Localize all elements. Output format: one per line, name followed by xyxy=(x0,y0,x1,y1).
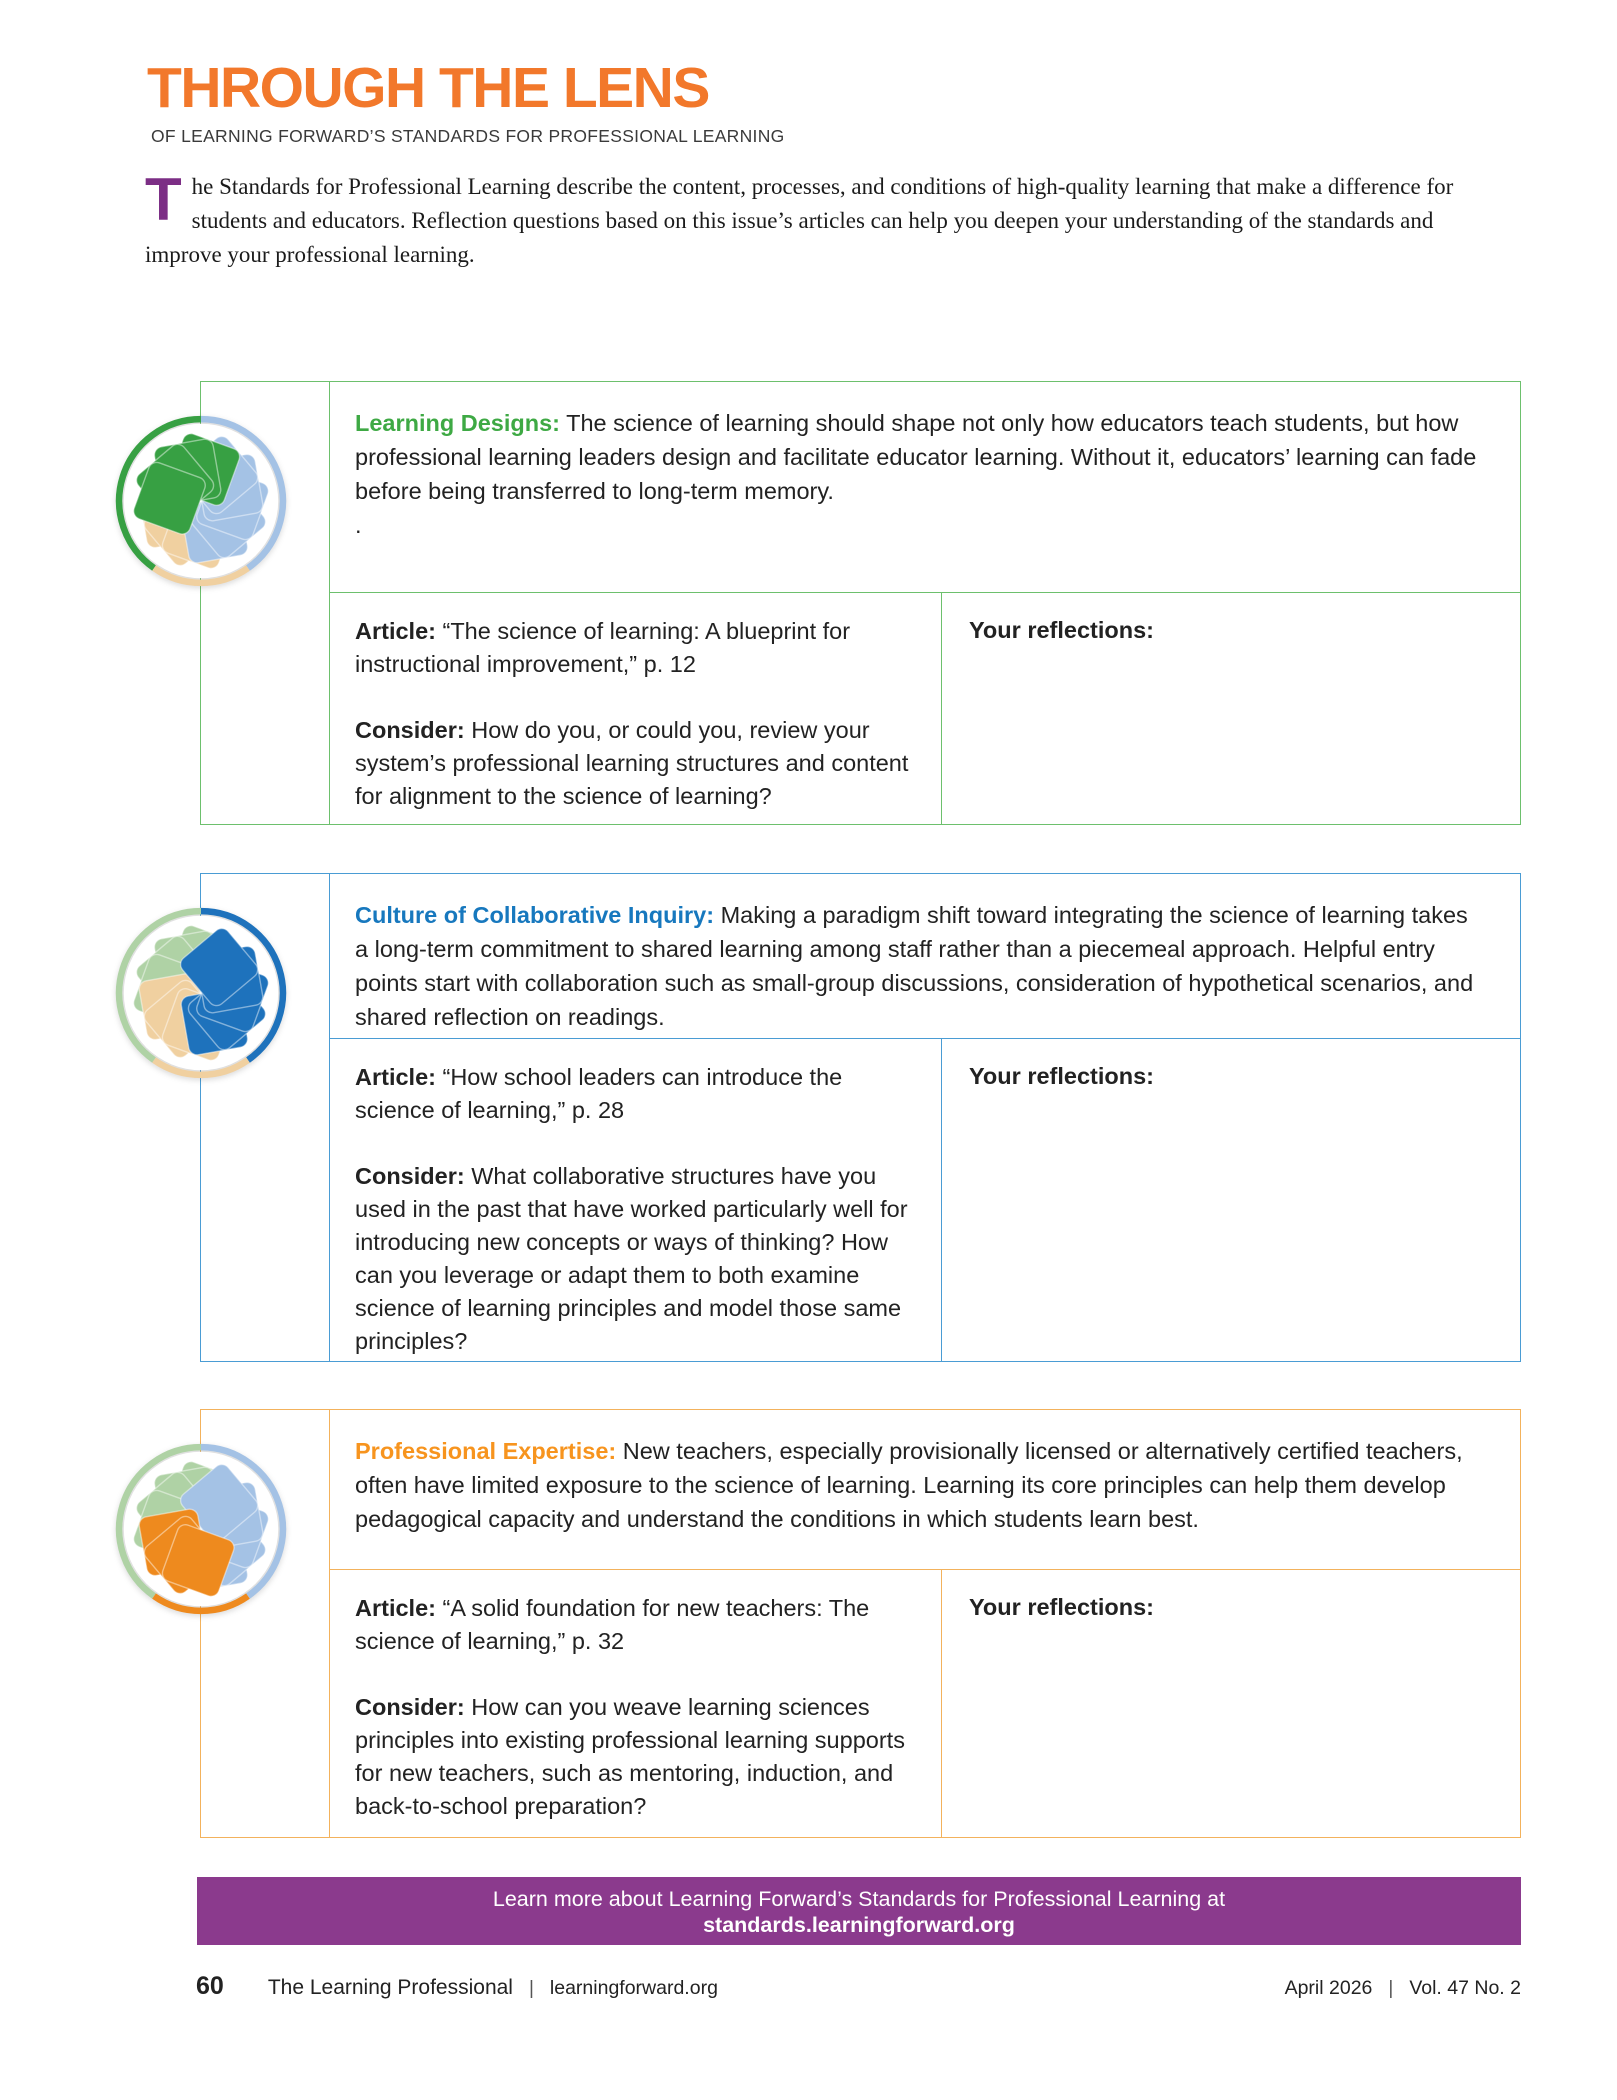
standards-wheel-logo xyxy=(108,900,294,1086)
drop-cap: T xyxy=(145,166,182,233)
article-consider-cell xyxy=(330,593,942,824)
section-description: Professional Expertise: New teachers, especially provisionally licensed or alternatively certified teachers, often have limited exposure to the science of learning. Learning its core principles can help them develop pedagogical capacity and understand the conditions in which students learn best. xyxy=(330,1410,1520,1570)
standard-name: Professional Expertise: xyxy=(355,1438,617,1464)
section-professional-expertise xyxy=(200,1409,1521,1838)
publisher-site: learningforward.org xyxy=(549,1977,718,1999)
section-description: Learning Designs: The science of learning should shape not only how educators teach students, but how professional learning leaders design and facilitate educator learning. Without it, educators’ learning can fade before being transferred to long-term memory. . xyxy=(330,382,1520,593)
article-consider-cell xyxy=(330,1570,942,1837)
issue-date: April 2026 xyxy=(1284,1977,1373,1999)
consider-question: Consider: How do you, or could you, review your system’s professional learning structures and content for alignment to the science of learning? xyxy=(355,717,909,809)
banner-url: standards.learningforward.org xyxy=(703,1913,1015,1937)
article-reference: Article: “How school leaders can introduce the science of learning,” p. 28 xyxy=(355,1064,843,1123)
consider-question: Consider: How can you weave learning sciences principles into existing professional learning supports for new teachers, such as mentoring, induction, and back-to-school preparation? xyxy=(355,1694,905,1819)
reflections-label: Your reflections: xyxy=(969,1063,1154,1089)
page-number: 60 xyxy=(196,1972,224,2000)
intro-text: he Standards for Professional Learning describe the content, processes, and conditions of high-quality learning that make a difference for students and educators. Reflection questions based on this issue’s articles can help you deepen your understanding of the standards and improve your professional learning. xyxy=(145,174,1454,267)
footer-separator: | xyxy=(528,1978,534,1999)
intro-paragraph xyxy=(145,166,1507,272)
page-subtitle: OF LEARNING FORWARD’S STANDARDS FOR PROFESSIONAL LEARNING xyxy=(151,126,785,146)
consider-question: Consider: What collaborative structures have you used in the past that have worked particularly well for introducing new concepts or ways of thinking? How can you leverage or adapt them to both examine science of learning principles and model those same principles? xyxy=(355,1163,908,1354)
reflections-cell xyxy=(942,593,1520,824)
footer-separator: | xyxy=(1388,1978,1394,1999)
page-footer xyxy=(196,1972,1521,2001)
learn-more-banner xyxy=(197,1877,1521,1945)
standards-wheel-logo xyxy=(108,408,294,594)
reflections-label: Your reflections: xyxy=(969,1594,1154,1620)
volume-number: Vol. 47 No. 2 xyxy=(1409,1977,1521,1999)
article-consider-cell xyxy=(330,1039,942,1361)
reflections-label: Your reflections: xyxy=(969,617,1154,643)
article-reference: Article: “The science of learning: A blueprint for instructional improvement,” p. 12 xyxy=(355,618,851,677)
stray-period: . xyxy=(355,512,362,538)
standard-name: Culture of Collaborative Inquiry: xyxy=(355,902,715,928)
standard-name: Learning Designs: xyxy=(355,410,561,436)
article-reference: Article: “A solid foundation for new teachers: The science of learning,” p. 32 xyxy=(355,1595,870,1654)
section-culture-of-collaborative-inquiry xyxy=(200,873,1521,1362)
banner-text: Learn more about Learning Forward’s Standards for Professional Learning at xyxy=(492,1887,1226,1911)
publication-name: The Learning Professional xyxy=(267,1976,513,1999)
page-title: THROUGH THE LENS xyxy=(147,56,709,120)
section-description: Culture of Collaborative Inquiry: Making a paradigm shift toward integrating the science of learning takes a long-term commitment to shared learning among staff rather than a piecemeal approach. Helpful entry points start with collaboration such as small-group discussions, consideration of hypothetical scenarios, and shared reflection on readings. xyxy=(330,874,1520,1039)
reflections-cell xyxy=(942,1570,1520,1837)
section-learning-designs xyxy=(200,381,1521,825)
reflections-cell xyxy=(942,1039,1520,1361)
standards-wheel-logo xyxy=(108,1436,294,1622)
